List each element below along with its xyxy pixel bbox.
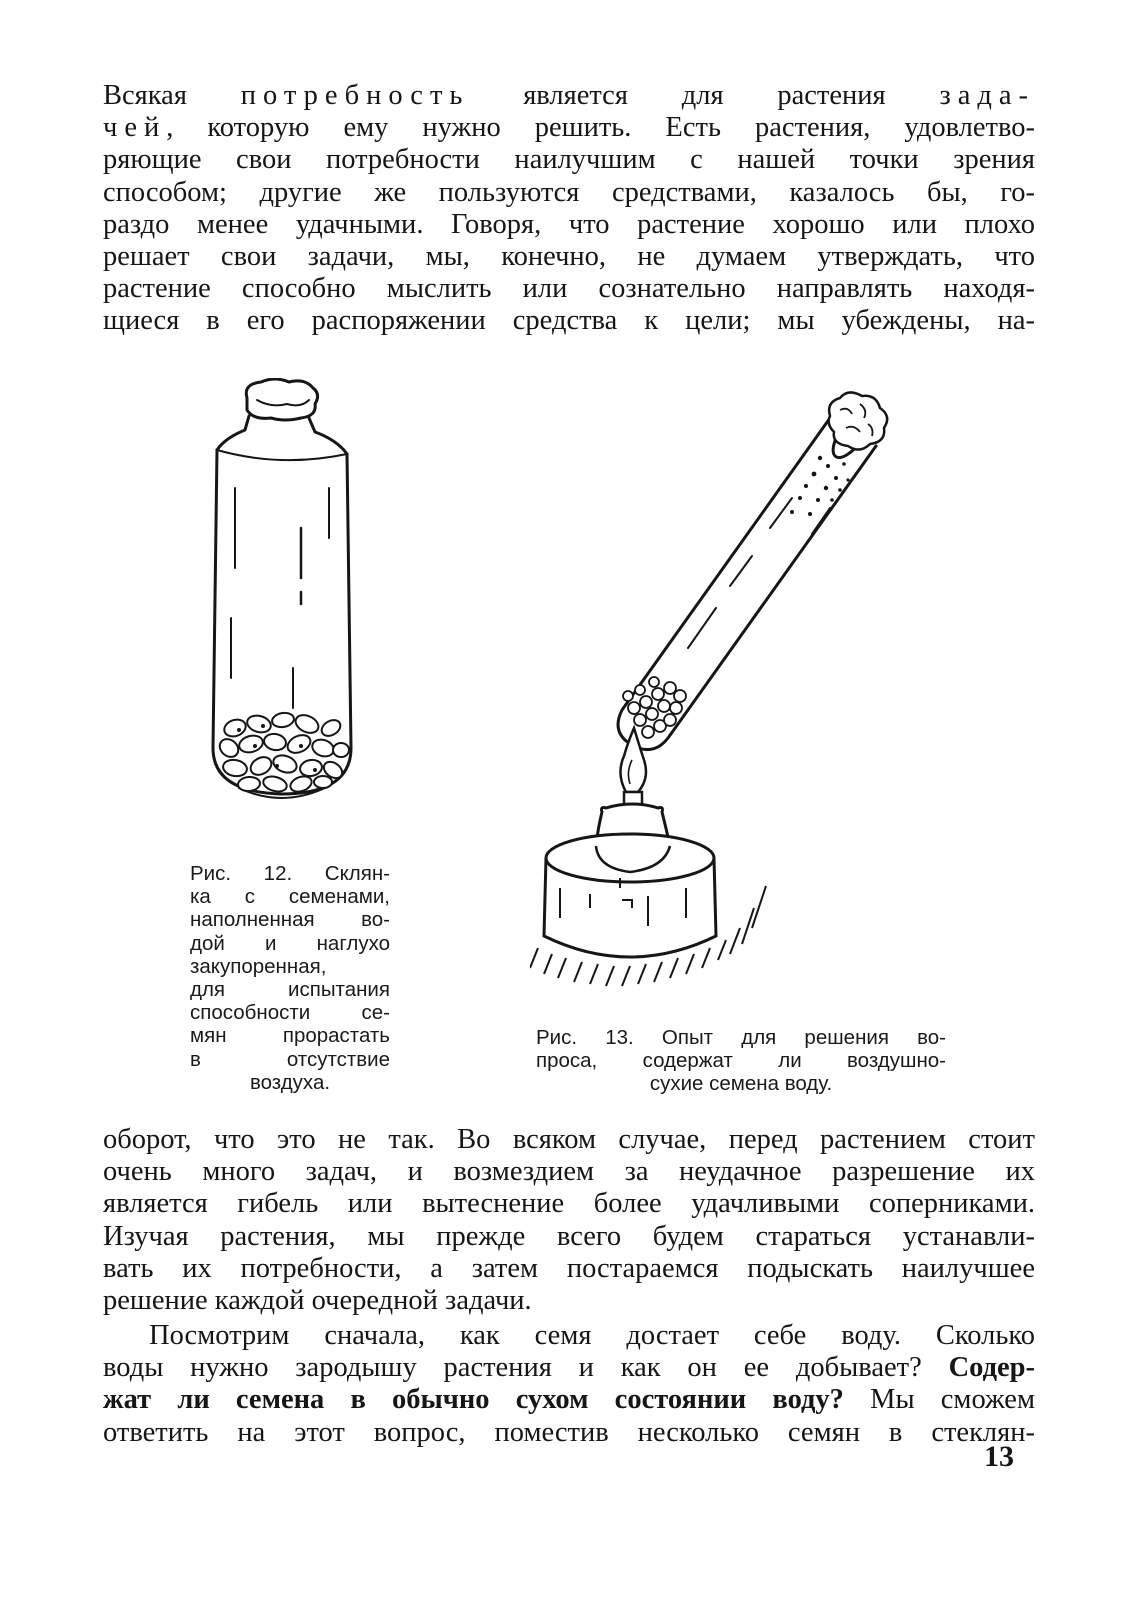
caption-line: Рис. 12. Склян- — [190, 862, 390, 885]
text-line: щиеся в его распоряжении средства к цели; мы убеждены, на- — [103, 305, 1035, 337]
caption-line: дой и наглухо — [190, 931, 390, 955]
text-segment: Мы сможем — [870, 1384, 1035, 1416]
text-line: способом; другие же пользуются средствами, казалось бы, го- — [103, 176, 1035, 208]
text-line — [103, 1352, 1035, 1384]
top-paragraph — [103, 80, 1035, 338]
text-line: является гибель или вытеснение более удачливыми соперниками. — [103, 1188, 1035, 1220]
bottom-paragraph-2 — [103, 1320, 1035, 1449]
text-line: очень много задач, и возмездием за неудачное разрешение их — [103, 1156, 1035, 1188]
spaced-word: потребность — [240, 80, 470, 111]
figure-12-caption — [190, 862, 390, 1094]
caption-line: воздуха. — [249, 1070, 331, 1094]
text-line: Посмотрим сначала, как семя достает себе воду. Сколько — [149, 1320, 1035, 1351]
caption-line: мян прорастать — [190, 1024, 390, 1048]
text-line: ответить на этот вопрос, поместив несколько семян в стеклян- — [103, 1416, 1035, 1448]
page-number: 13 — [984, 1440, 1014, 1473]
caption-line: способности се- — [190, 1001, 390, 1025]
text-line: растение способно мыслить или сознательно направлять находя- — [103, 273, 1035, 305]
bottom-paragraph-1 — [103, 1124, 1035, 1317]
text-line: раздо менее удачными. Говоря, что растение хорошо или плохо — [103, 208, 1035, 240]
caption-line: закупоренная, — [190, 954, 327, 978]
text-line: чей, которую ему нужно решить. Есть растения, удовлетво- — [103, 112, 1035, 144]
bold-text-segment: жат ли семена в обычно сухом состоянии воду? — [103, 1384, 844, 1416]
text-line — [103, 1384, 1035, 1416]
text-line: оборот, что это не так. Во всяком случае, перед растением стоит — [103, 1124, 1035, 1155]
spaced-word: чей — [103, 112, 167, 144]
text-line: ряющие свои потребности наилучшим с нашей точки зрения — [103, 144, 1035, 176]
text-line: решение каждой очередной задачи. — [103, 1284, 532, 1316]
caption-line: проса, содержат ли воздушно- — [536, 1049, 946, 1073]
figure-12-jar-illustration — [205, 378, 365, 828]
caption-line: Рис. 13. Опыт для решения во- — [536, 1026, 946, 1049]
text-segment: воды нужно зародышу растения и как он ее добывает? — [103, 1352, 922, 1384]
caption-line: наполненная во- — [190, 908, 390, 932]
bold-text-segment: Содер- — [948, 1352, 1035, 1384]
caption-line: ка с семенами, — [190, 885, 390, 909]
caption-line: в отсутствие — [190, 1047, 390, 1071]
figure-13-caption — [536, 1026, 946, 1096]
caption-line: сухие семена воду. — [649, 1072, 833, 1096]
text-line: решает свои задачи, мы, конечно, не думаем утверждать, что — [103, 240, 1035, 272]
caption-line: для испытания — [190, 978, 390, 1002]
text-line: Всякая потребность является для растения зада- — [103, 80, 1035, 111]
figure-13-test-tube-illustration — [530, 388, 950, 988]
text-line: вать их потребности, а затем постараемся подыскать наилучшее — [103, 1252, 1035, 1284]
text-line: Изучая растения, мы прежде всего будем стараться устанавли- — [103, 1220, 1035, 1252]
spaced-word: зада- — [939, 80, 1035, 111]
